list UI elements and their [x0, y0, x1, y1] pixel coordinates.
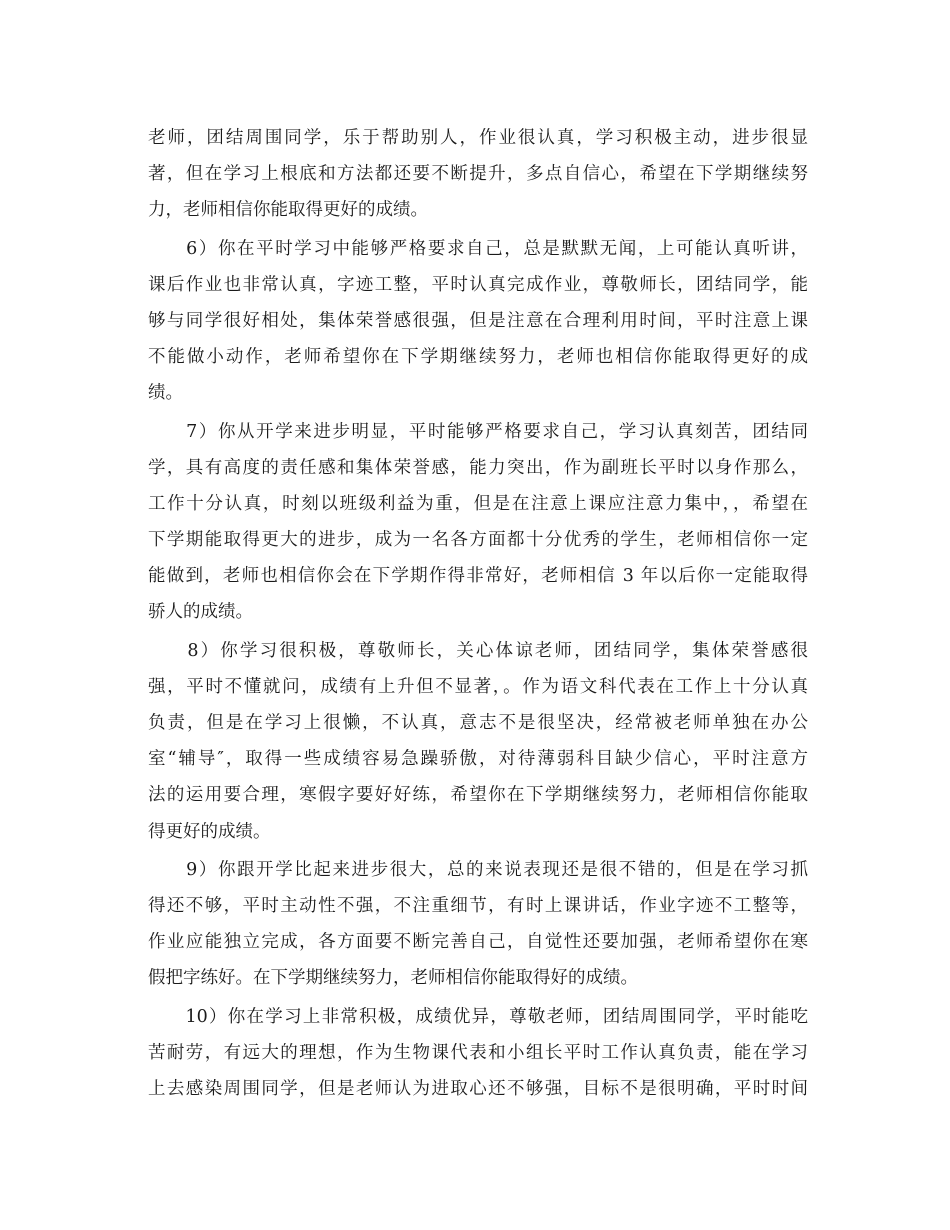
- paragraph-6: [148, 231, 808, 412]
- text-line: 苦耐劳，有远大的理想，作为生物课代表和小组长平时工作认真负责，能在学习: [148, 1042, 808, 1063]
- text-line: 10）你在学习上非常积极，成绩优异，尊敬老师，团结周围同学，平时能吃: [148, 1006, 808, 1027]
- text-line: 6）你在平时学习中能够严格要求自己，总是默默无闻，上可能认真听讲，: [148, 238, 808, 259]
- text-line: 著，但在学习上根底和方法都还要不断提升，多点自信心，希望在下学期继续努: [148, 164, 808, 185]
- paragraph-7: [148, 414, 808, 631]
- text-line: 课后作业也非常认真，字迹工整，平时认真完成作业，尊敬师长，团结同学，能: [148, 274, 808, 295]
- text-line: 老师，团结周围同学，乐于帮助别人，作业很认真，学习积极主动，进步很显: [148, 128, 808, 148]
- text-line: 绩。: [148, 383, 183, 404]
- text-line: 室“辅导″，取得一些成绩容易急躁骄傲，对待薄弱科目缺少信心，平时注意方: [148, 749, 808, 770]
- paragraph-10: [148, 999, 808, 1108]
- text-line: 得更好的成绩。: [148, 821, 271, 842]
- text-line: 上去感染周围同学，但是老师认为进取心还不够强，目标不是很明确，平时时间: [148, 1078, 808, 1099]
- paragraph-continuation: [148, 120, 808, 229]
- text-line: 得还不够，平时主动性不强，不注重细节，有时上课讲话，作业字迹不工整等，: [148, 895, 808, 916]
- text-line: 9）你跟开学比起来进步很大，总的来说表现还是很不错的，但是在学习抓: [148, 859, 808, 880]
- text-line: 下学期能取得更大的进步，成为一名各方面都十分优秀的学生，老师相信你一定: [148, 530, 808, 551]
- document-page: [148, 120, 808, 1107]
- text-line: 骄人的成绩。: [148, 602, 253, 623]
- text-line: 作业应能独立完成，各方面要不断完善自己，自觉性还要加强，老师希望你在寒: [148, 932, 808, 953]
- text-line: 7）你从开学来进步明显，平时能够严格要求自己，学习认真刻苦，团结同: [148, 421, 808, 442]
- text-line: 能做到，老师也相信你会在下学期作得非常好，老师相信 3 年以后你一定能取得: [148, 566, 808, 587]
- paragraph-9: [148, 852, 808, 997]
- text-line: 不能做小动作，老师希望你在下学期继续努力，老师也相信你能取得更好的成: [148, 347, 808, 368]
- text-line: 法的运用要合理，寒假字要好好练，希望你在下学期继续努力，老师相信你能取: [148, 785, 808, 806]
- text-line: 假把字练好。在下学期继续努力，老师相信你能取得好的成绩。: [148, 968, 638, 989]
- text-line: 学，具有高度的责任感和集体荣誉感，能力突出，作为副班长平时以身作那么，: [148, 457, 808, 478]
- text-line: 工作十分认真，时刻以班级利益为重，但是在注意上课应注意力集中，，希望在: [148, 493, 808, 514]
- text-line: 够与同学很好相处，集体荣誉感很强，但是注意在合理利用时间，平时注意上课: [148, 310, 808, 331]
- text-line: 强，平时不懂就问，成绩有上升但不显著，。作为语文科代表在工作上十分认真: [148, 676, 808, 697]
- paragraph-8: [148, 633, 808, 850]
- text-line: 力，老师相信你能取得更好的成绩。: [148, 200, 428, 221]
- text-line: 8）你学习很积极，尊敬师长，关心体谅老师，团结同学，集体荣誉感很: [148, 640, 808, 661]
- text-line: 负责，但是在学习上很懒，不认真，意志不是很坚决，经常被老师单独在办公: [148, 713, 808, 733]
